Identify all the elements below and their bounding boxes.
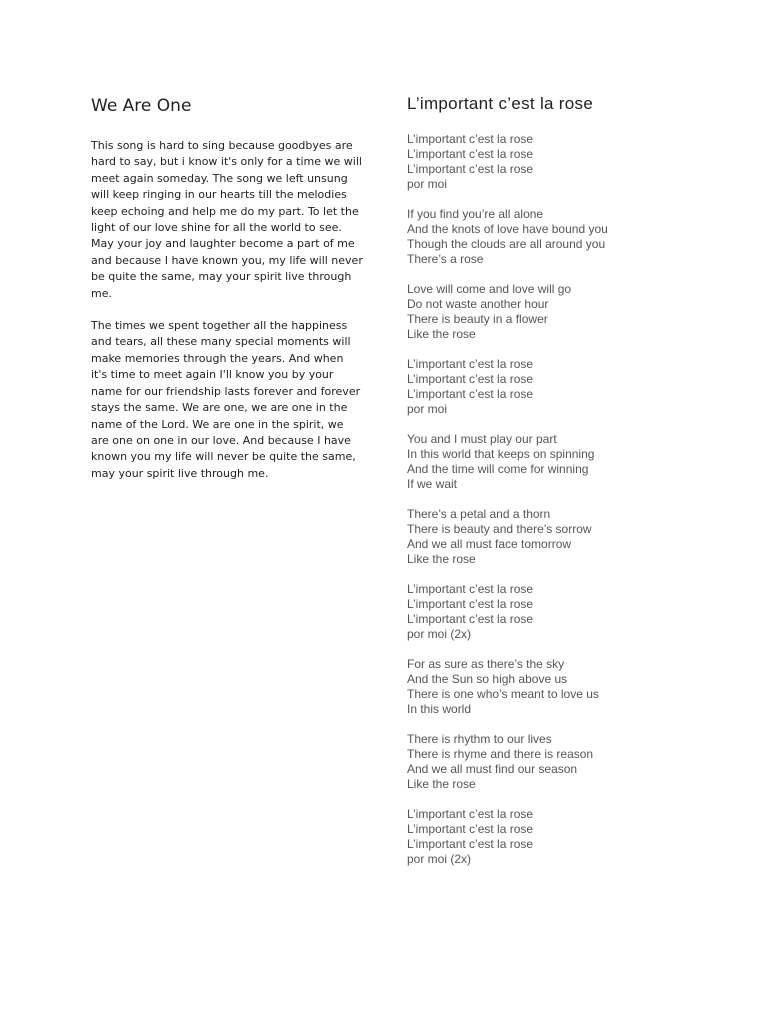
lyric-line: L’important c’est la rose [407, 597, 534, 611]
lyric-line: L’important c’est la rose [407, 582, 534, 596]
lyric-line: L’important c’est la rose [407, 612, 534, 626]
lyric-line: There is one who’s meant to love us [407, 687, 599, 701]
stanza-6 [407, 507, 737, 567]
lyric-line: There is rhythm to our lives [407, 732, 552, 746]
lyric-line: And the knots of love have bound you [407, 222, 608, 236]
lyric-line: L’important c’est la rose [407, 387, 534, 401]
stanza-4 [407, 357, 737, 417]
lyric-line: If you find you’re all alone [407, 207, 544, 221]
lyric-line: If we wait [407, 477, 458, 491]
lyric-line: L’important c’est la rose [407, 147, 534, 161]
stanza-2 [407, 207, 737, 267]
lyric-line: There is beauty and there’s sorrow [407, 522, 592, 536]
rose-song-title: L’important c’est la rose [407, 94, 594, 113]
lyric-line: Like the rose [407, 552, 476, 566]
lyric-line: And the time will come for winning [407, 462, 589, 476]
lyric-line: L’important c’est la rose [407, 162, 534, 176]
lyric-line: In this world that keeps on spinning [407, 447, 595, 461]
lyric-line: Love will come and love will go [407, 282, 572, 296]
lyric-line: L’important c’est la rose [407, 372, 534, 386]
stanza-1 [407, 132, 737, 192]
lyric-line: por moi [407, 402, 448, 416]
stanza-5 [407, 432, 737, 492]
lyric-line: In this world [407, 702, 472, 716]
stanza-3 [407, 282, 737, 342]
lyric-line: Like the rose [407, 327, 476, 341]
lyric-line: por moi [407, 177, 448, 191]
stanza-9 [407, 732, 737, 792]
lyric-line: L’important c’est la rose [407, 807, 534, 821]
we-are-one-title: We Are One [91, 96, 192, 116]
lyric-line: por moi (2x) [407, 852, 472, 866]
right-column [407, 92, 737, 882]
stanza-10 [407, 807, 737, 867]
lyric-line: There’s a rose [407, 252, 484, 266]
lyric-line: There’s a petal and a thorn [407, 507, 551, 521]
we-are-one-paragraph-2: The times we spent together all the happiness and tears, all these many special moments will make memories through the years. And when it's time to meet again I'll know you by your name for our friendship lasts forever and forever stays the same. We are one, we are one in the name of the Lord. We are one in the spirit, we are one on one in our love. And because I have known you my life will never be quite the same, may your spirit live through me. [91, 319, 361, 480]
lyric-line: por moi (2x) [407, 627, 472, 641]
lyric-line: And we all must face tomorrow [407, 537, 572, 551]
lyric-line: There is rhyme and there is reason [407, 747, 594, 761]
lyric-line: There is beauty in a flower [407, 312, 548, 326]
lyric-line: And we all must find our season [407, 762, 578, 776]
lyric-line: L’important c’est la rose [407, 837, 534, 851]
stanza-7 [407, 582, 737, 642]
lyric-line: L’important c’est la rose [407, 822, 534, 836]
lyric-line: Though the clouds are all around you [407, 237, 606, 251]
lyric-line: You and I must play our part [407, 432, 557, 446]
left-column [91, 94, 363, 498]
lyric-line: For as sure as there’s the sky [407, 657, 565, 671]
lyric-line: Do not waste another hour [407, 297, 549, 311]
lyric-line: L’important c’est la rose [407, 132, 534, 146]
stanza-8 [407, 657, 737, 717]
lyric-line: L’important c’est la rose [407, 357, 534, 371]
we-are-one-paragraph-1: This song is hard to sing because goodbyes are hard to say, but i know it's only for a time we will meet again someday. The song we left unsung will keep ringing in our hearts till the melodies keep echoing and help me do my part. To let the light of our love shine for all the world to see. May your joy and laughter become a part of me and because I have known you, my life will never be quite the same, may your spirit live through me. [91, 139, 363, 300]
lyric-line: And the Sun so high above us [407, 672, 568, 686]
lyric-line: Like the rose [407, 777, 476, 791]
